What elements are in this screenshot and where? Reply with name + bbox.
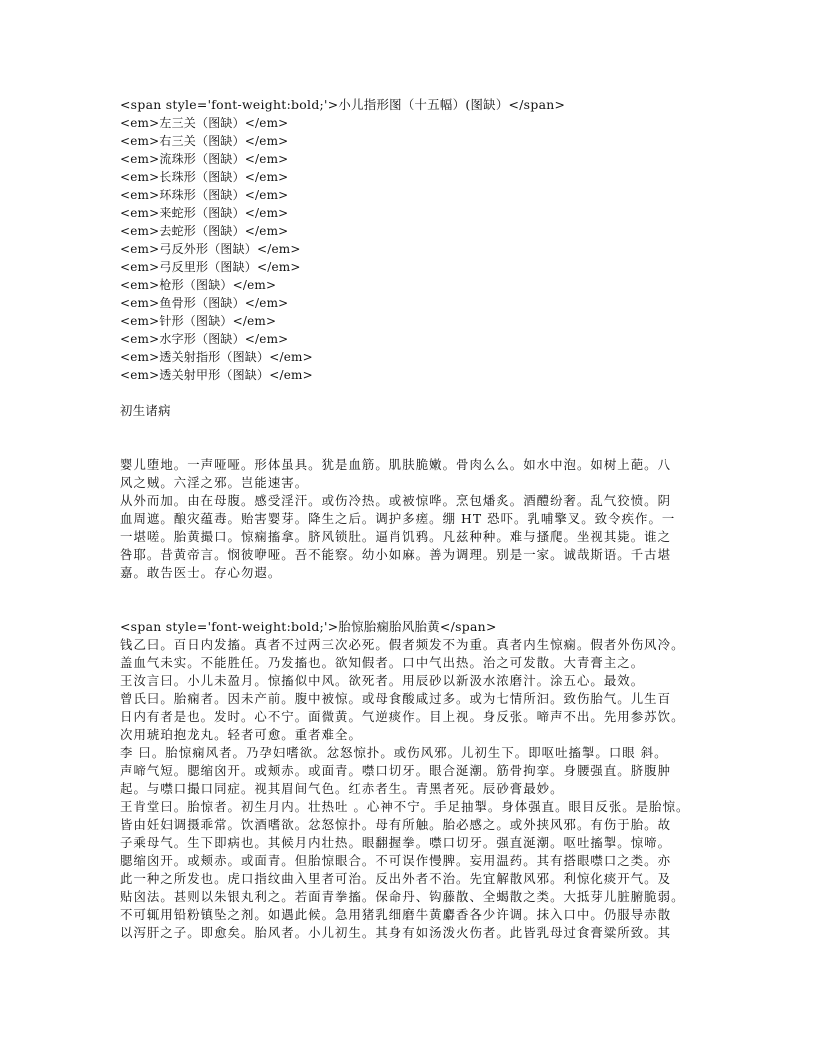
text-line: 起。与噤口撮口同症。视其眉间气色。红赤者生。青黑者死。辰砂膏最妙。 <box>120 781 564 796</box>
text-line: 一堪嗟。胎黄撮口。惊痫搐拿。脐风锁肚。逼肖饥鸦。凡兹种种。难与搔爬。坐视其毙。谁之 <box>120 529 672 544</box>
text-line: 李 曰。胎惊痫风者。乃孕妇嗜欲。忿怒惊扑。或伤风邪。儿初生下。即呕吐搐掣。口眼 斜。 <box>120 745 668 760</box>
section-title-fetal: <span style='font-weight:bold;'>胎惊胎痫胎风胎黄</span> <box>120 619 497 634</box>
text-line: 盖血气未实。不能胜任。乃发搐也。欲知假者。口中气出热。治之可发散。大青膏主之。 <box>120 655 645 670</box>
text-line: 嘉。敢告医士。存心勿遐。 <box>120 565 282 580</box>
text-line: 子乘母气。生下即病也。其候月内壮热。眼翻握拳。噤口切牙。强直涎潮。呕吐搐掣。惊啼。 <box>120 835 672 850</box>
paragraph-newborn <box>120 456 700 582</box>
figure-item: <em>枪形（图缺）</em> <box>120 278 277 292</box>
figure-item: <em>环珠形（图缺）</em> <box>120 188 289 202</box>
spacer <box>120 384 700 402</box>
figure-list <box>120 114 700 384</box>
text-line: 声啼气短。腮缩囟开。或颊赤。或面青。噤口切牙。眼合涎潮。筋骨拘挛。身腰强直。脐腹肿 <box>120 763 672 778</box>
figure-item: <em>弓反里形（图缺）</em> <box>120 260 301 274</box>
text-line: 次用琥珀抱龙丸。轻者可愈。重者难全。 <box>120 727 362 742</box>
paragraph-fetal <box>120 636 700 942</box>
figures-heading: <span style='font-weight:bold;'>小儿指形图（十五幅）(图缺）</span> <box>120 97 566 112</box>
text-line: 曾氏曰。胎痫者。因未产前。腹中被惊。或母食酸咸过多。或为七情所汩。致伤胎气。儿生百 <box>120 691 672 706</box>
figure-item: <em>鱼骨形（图缺）</em> <box>120 296 289 310</box>
text-line: 以泻肝之子。即愈矣。胎风者。小儿初生。其身有如汤泼火伤者。此皆乳母过食膏粱所致。其 <box>120 925 672 940</box>
figure-item: <em>右三关（图缺）</em> <box>120 134 289 148</box>
figure-item: <em>来蛇形（图缺）</em> <box>120 206 289 220</box>
text-line: 不可辄用铅粉镇坠之剂。如遇此候。急用猪乳细磨牛黄麝香各少许调。抹入口中。仍服导赤散 <box>120 907 672 922</box>
figure-item: <em>弓反外形（图缺）</em> <box>120 242 301 256</box>
spacer <box>120 420 700 456</box>
text-line: 婴儿堕地。一声哑哑。形体虽具。犹是血筋。肌肤脆嫩。骨肉么么。如水中泡。如树上葩。八 <box>120 457 672 472</box>
text-line: 从外而加。由在母腹。感受淫汗。或伤冷热。或被惊哗。烹包燔炙。酒醴纷奢。乱气狡愤。阴 <box>120 493 672 508</box>
figure-item: <em>去蛇形（图缺）</em> <box>120 224 289 238</box>
text-line: 风之贼。六淫之邪。岂能速害。 <box>120 475 309 490</box>
document-page <box>120 96 700 942</box>
text-line: 皆由妊妇调摄乖常。饮酒嗜欲。忿怒惊扑。母有所触。胎必感之。或外挟风邪。有伤于胎。故 <box>120 817 672 832</box>
text-line: 日内有者是也。发时。心不宁。面微黄。气逆痰作。目上视。身反张。啼声不出。先用参苏饮。 <box>120 709 685 724</box>
figure-item: <em>水字形（图缺）</em> <box>120 332 289 346</box>
text-line: 王汝言曰。小儿未盈月。惊搐似中风。欲死者。用辰砂以新汲水浓磨汁。涂五心。最效。 <box>120 673 645 688</box>
text-line: 腮缩囟开。或颊赤。或面青。但胎惊眼合。不可误作慢脾。妄用温药。其有搭眼噤口之类。亦 <box>120 853 672 868</box>
text-line: 钱乙曰。百日内发搐。真者不过两三次必死。假者频发不为重。真者内生惊痫。假者外伤风冷。 <box>120 637 685 652</box>
figure-item: <em>透关射指形（图缺）</em> <box>120 350 313 364</box>
figure-item: <em>左三关（图缺）</em> <box>120 116 289 130</box>
text-line: 贴囟法。甚则以朱银丸利之。若面青拳搐。保命丹、钩藤散、全蝎散之类。大抵芽儿脏腑脆弱。 <box>120 889 685 904</box>
text-line: 咎耶。昔黄帝言。悯彼咿哑。吾不能察。幼小如麻。善为调理。别是一家。诚哉斯语。千古堪 <box>120 547 672 562</box>
figure-item: <em>针形（图缺）</em> <box>120 314 277 328</box>
section-title-newborn: 初生诸病 <box>120 403 171 418</box>
spacer <box>120 582 700 618</box>
text-line: 血周遮。酿灾蕴毒。贻害婴芽。降生之后。调护多瘥。绷 HT 恐吓。乳哺擎叉。致令疾作。一 <box>120 511 676 526</box>
text-line: 王肯堂曰。胎惊者。初生月内。壮热吐 。心神不宁。手足抽掣。身体强直。眼目反张。是胎惊。 <box>120 799 690 814</box>
figure-item: <em>透关射甲形（图缺）</em> <box>120 368 313 382</box>
text-line: 此一种之所发也。虎口指纹曲入里者可治。反出外者不治。先宜解散风邪。利惊化痰开气。及 <box>120 871 672 886</box>
figure-item: <em>长珠形（图缺）</em> <box>120 170 289 184</box>
figure-item: <em>流珠形（图缺）</em> <box>120 152 289 166</box>
